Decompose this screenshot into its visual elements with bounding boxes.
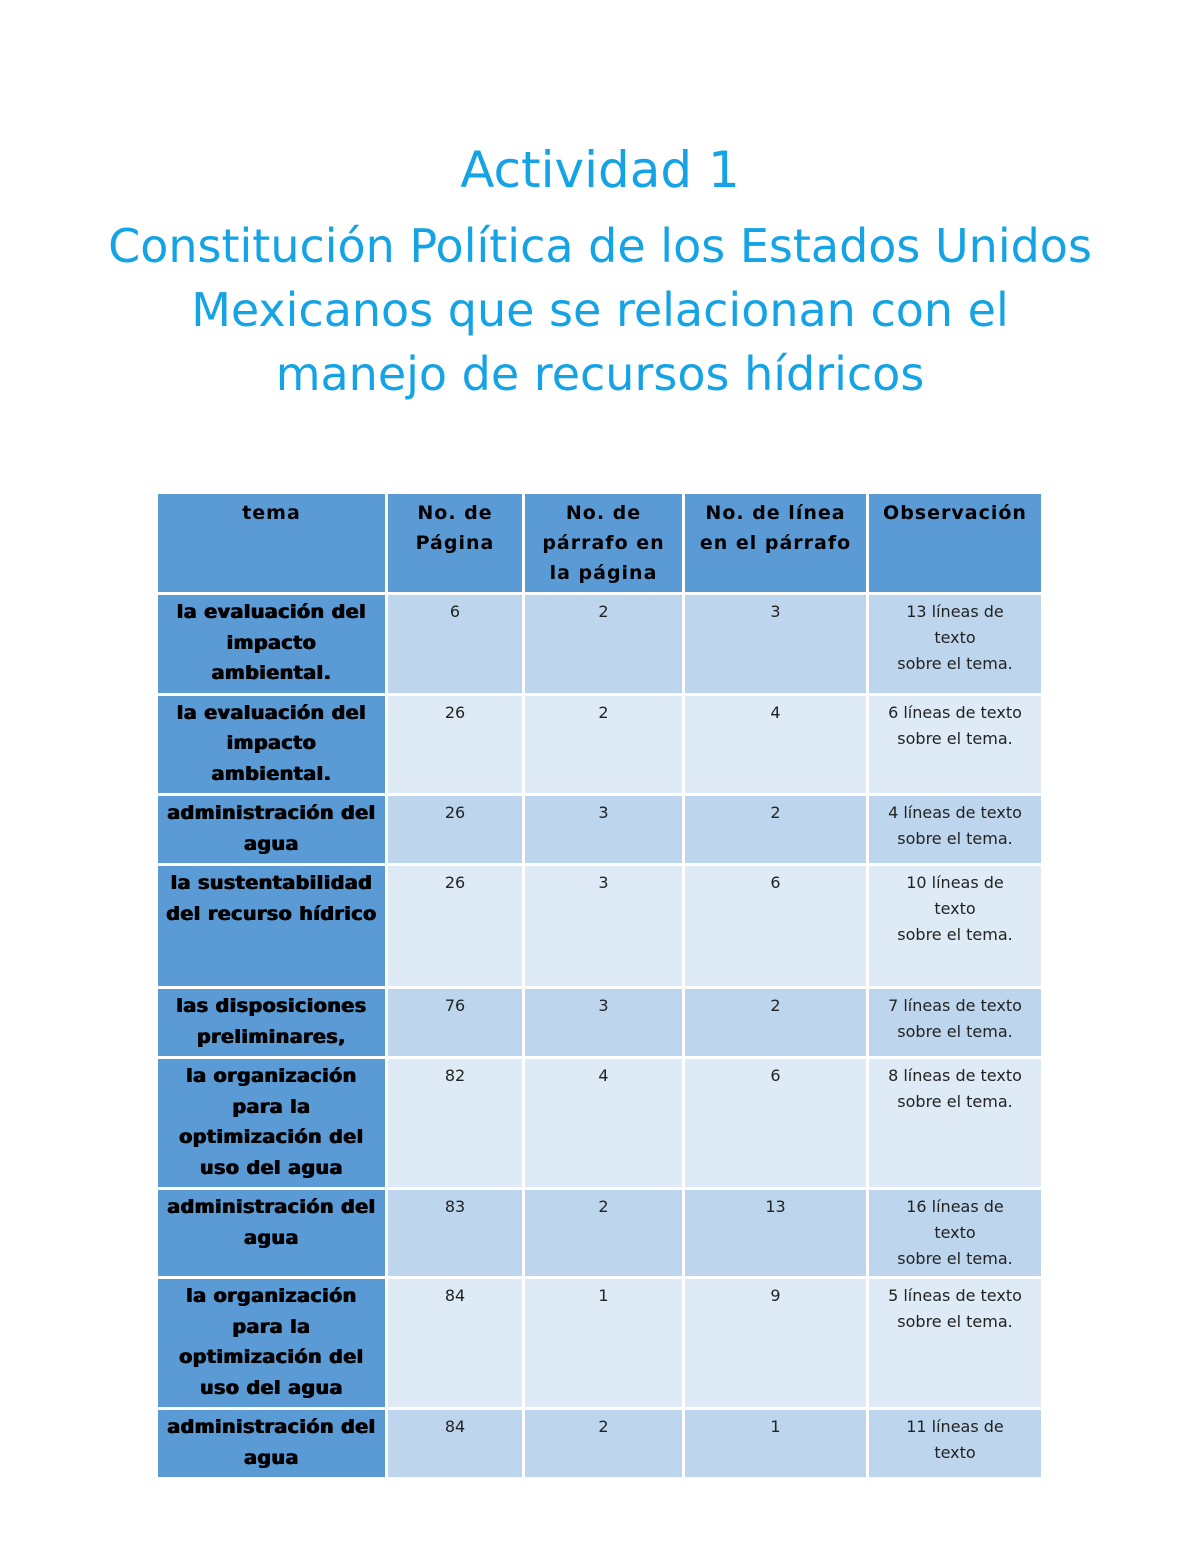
cell-pagina: 26 [387,694,524,795]
cell-tema: la organización para la optimización del uso del agua [157,1058,387,1189]
cell-observacion: 10 líneas de texto sobre el tema. [868,865,1043,988]
cell-linea: 9 [684,1278,868,1409]
header-linea: No. de línea en el párrafo [684,493,868,594]
cell-tema: la evaluación del impacto ambiental. [157,694,387,795]
cell-pagina: 26 [387,865,524,988]
cell-pagina: 6 [387,594,524,695]
table-row [157,988,1043,1058]
page-title: Actividad 1 [460,141,740,199]
cell-tema: administración del agua [157,1409,387,1479]
cell-pagina: 84 [387,1409,524,1479]
table-row [157,1278,1043,1409]
cell-linea: 3 [684,594,868,695]
cell-observacion: 6 líneas de texto sobre el tema. [868,694,1043,795]
cell-pagina: 83 [387,1189,524,1278]
table-row [157,795,1043,865]
cell-observacion: 8 líneas de texto sobre el tema. [868,1058,1043,1189]
cell-tema: la evaluación del impacto ambiental. [157,594,387,695]
cell-linea: 2 [684,795,868,865]
cell-tema: administración del agua [157,1189,387,1278]
cell-linea: 13 [684,1189,868,1278]
cell-parrafo: 2 [524,594,684,695]
cell-observacion: 16 líneas de texto sobre el tema. [868,1189,1043,1278]
cell-tema: las disposiciones preliminares, [157,988,387,1058]
cell-pagina: 84 [387,1278,524,1409]
table-row [157,865,1043,988]
cell-observacion: 4 líneas de texto sobre el tema. [868,795,1043,865]
cell-pagina: 26 [387,795,524,865]
cell-parrafo: 1 [524,1278,684,1409]
table-row [157,594,1043,695]
cell-linea: 1 [684,1409,868,1479]
table-header-row [157,493,1043,594]
cell-parrafo: 3 [524,988,684,1058]
cell-observacion: 11 líneas de texto [868,1409,1043,1479]
cell-parrafo: 2 [524,694,684,795]
header-pagina: No. de Página [387,493,524,594]
cell-tema: administración del agua [157,795,387,865]
data-table [155,491,1044,1480]
table-row [157,1409,1043,1479]
cell-observacion: 5 líneas de texto sobre el tema. [868,1278,1043,1409]
cell-observacion: 13 líneas de texto sobre el tema. [868,594,1043,695]
cell-parrafo: 3 [524,795,684,865]
cell-parrafo: 4 [524,1058,684,1189]
header-tema: tema [157,493,387,594]
cell-linea: 2 [684,988,868,1058]
cell-parrafo: 2 [524,1189,684,1278]
header-parrafo: No. de párrafo en la página [524,493,684,594]
cell-linea: 6 [684,1058,868,1189]
cell-linea: 4 [684,694,868,795]
page-subtitle: Constitución Política de los Estados Unidos Mexicanos que se relacionan con el manejo de recursos hídricos [108,219,1092,401]
table-row [157,1189,1043,1278]
table-row [157,1058,1043,1189]
header-observacion: Observación [868,493,1043,594]
cell-tema: la sustentabilidad del recurso hídrico [157,865,387,988]
table-row [157,694,1043,795]
cell-pagina: 82 [387,1058,524,1189]
cell-parrafo: 3 [524,865,684,988]
cell-tema: la organización para la optimización del uso del agua [157,1278,387,1409]
cell-pagina: 76 [387,988,524,1058]
cell-observacion: 7 líneas de texto sobre el tema. [868,988,1043,1058]
cell-linea: 6 [684,865,868,988]
cell-parrafo: 2 [524,1409,684,1479]
title-block [100,138,1100,406]
